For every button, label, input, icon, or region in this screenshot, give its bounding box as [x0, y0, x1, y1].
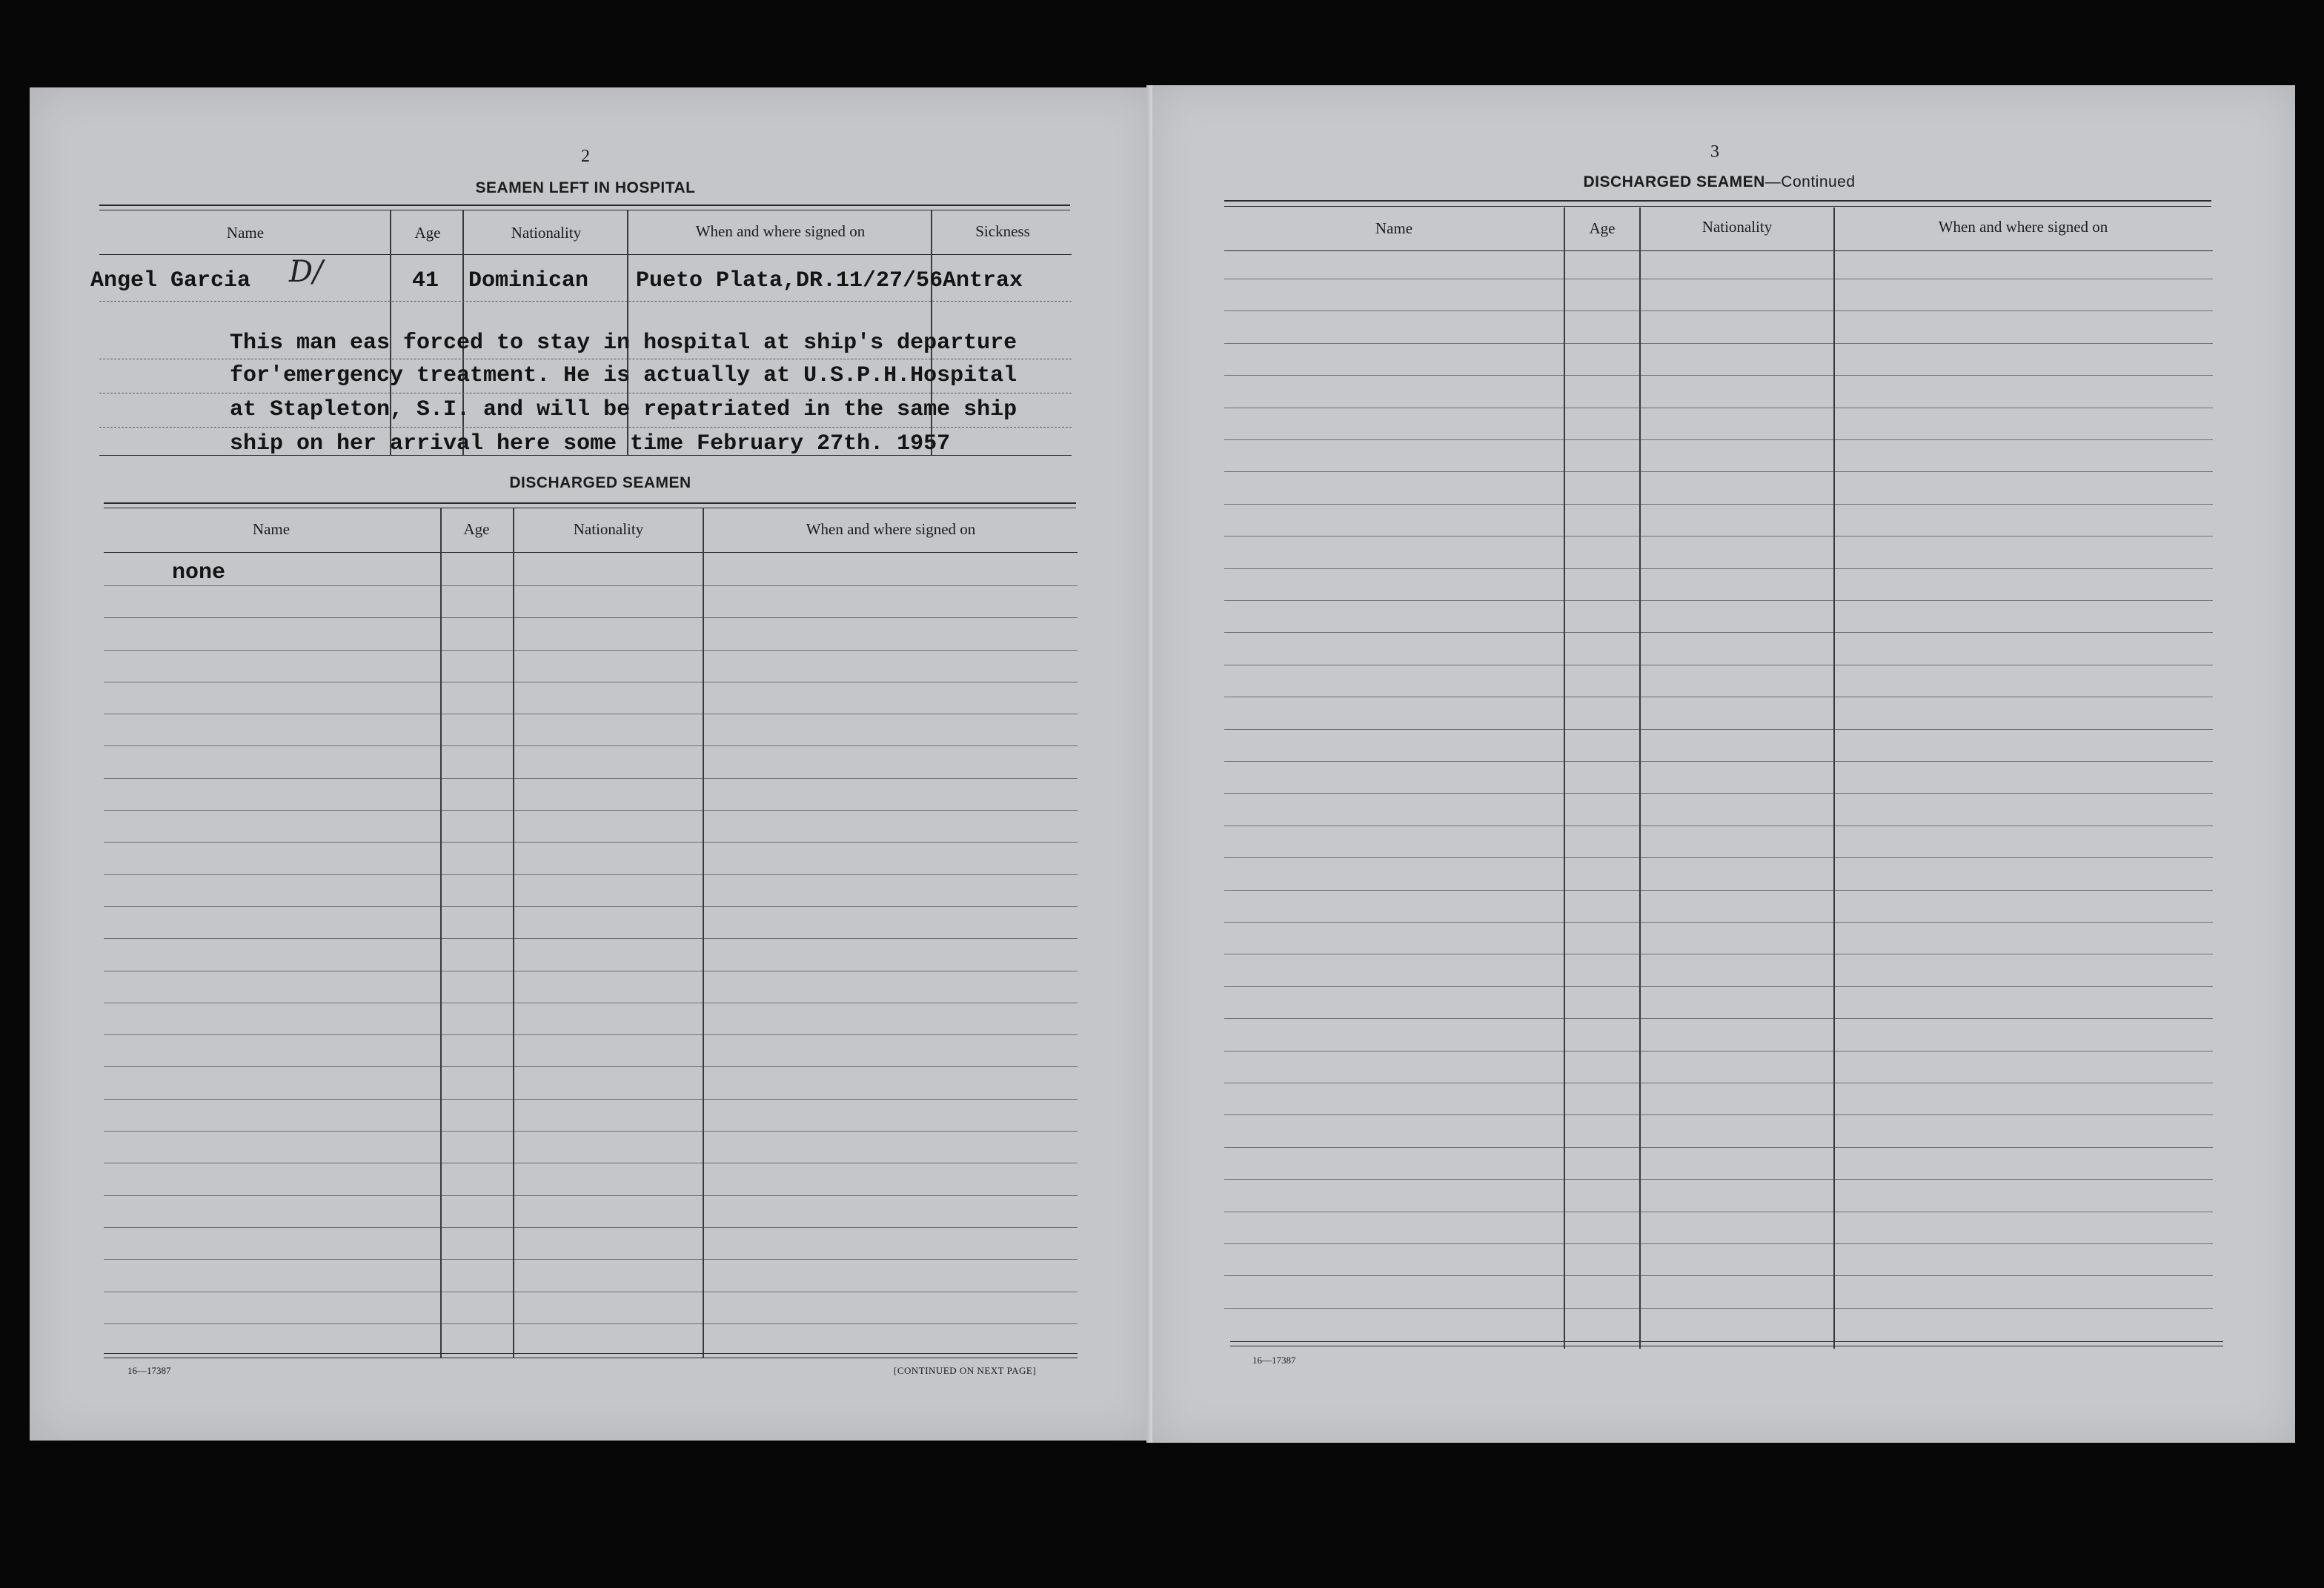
hospital-remark-line-1: This man eas forced to stay in hospital at ship's departure — [230, 330, 1017, 356]
right-top-rule — [1224, 200, 2211, 202]
ruled-line — [1224, 1179, 2213, 1180]
left-form-number: 16—17387 — [127, 1365, 171, 1376]
hospital-col-signed-on: When and where signed on — [695, 222, 866, 240]
right-bottom-rule — [1230, 1341, 2223, 1342]
ruled-line — [1224, 1114, 2213, 1115]
right-col-age: Age — [1589, 219, 1616, 237]
hospital-entry-age: 41 — [412, 268, 439, 293]
ruled-line — [1224, 504, 2213, 505]
right-divider-1 — [1564, 207, 1565, 1349]
hospital-entry-name: Angel Garcia — [90, 268, 251, 293]
discharged-divider-2 — [513, 508, 514, 1358]
hospital-col-name: Name — [226, 224, 265, 242]
ruled-line — [1224, 1243, 2213, 1244]
hospital-row-rule — [99, 301, 1072, 302]
hospital-remark-line-3: at Stapleton, S.I. and will be repatriated in the same ship — [230, 397, 1017, 422]
right-top-rule-2 — [1224, 206, 2211, 207]
ruled-line — [1224, 1308, 2213, 1309]
ruled-line — [104, 745, 1078, 746]
right-form-number: 16—17387 — [1252, 1355, 1296, 1366]
discharged-col-signed-on: When and where signed on — [806, 520, 976, 538]
hospital-bottom-rule — [99, 455, 1072, 456]
ruled-line — [104, 1227, 1078, 1228]
left-bottom-rule — [104, 1353, 1078, 1354]
discharged-section-title: DISCHARGED SEAMEN — [509, 474, 691, 491]
ruled-line — [1224, 890, 2213, 891]
ruled-line — [104, 585, 1078, 586]
right-section-title — [1512, 173, 1927, 191]
hospital-entry-sickness: Antrax — [943, 268, 1023, 293]
hospital-col-nationality: Nationality — [511, 224, 582, 242]
right-col-nationality: Nationality — [1702, 218, 1773, 236]
ruled-line — [104, 1131, 1078, 1132]
ruled-line — [104, 617, 1078, 618]
right-col-signed-on: When and where signed on — [1938, 218, 2108, 236]
right-header-rule — [1224, 250, 2213, 251]
hospital-top-rule — [99, 205, 1070, 206]
hospital-entry-signed-on: Pueto Plata,DR.11/27/56 — [636, 268, 943, 293]
discharged-header-rule — [104, 552, 1078, 553]
ruled-line — [1224, 729, 2213, 730]
right-page — [1152, 85, 2295, 1443]
right-divider-2 — [1639, 207, 1641, 1349]
ruled-line — [104, 874, 1078, 875]
ruled-line — [1224, 1051, 2213, 1052]
remark-rule-3 — [99, 427, 1072, 428]
ruled-line — [1224, 471, 2213, 472]
handwritten-mark: D/ — [289, 255, 323, 289]
discharged-top-rule — [104, 502, 1076, 504]
right-divider-3 — [1833, 207, 1835, 1349]
ruled-line — [1224, 310, 2213, 311]
ruled-line — [104, 1034, 1078, 1035]
right-title-suffix: —Continued — [1764, 173, 1856, 190]
ruled-line — [104, 778, 1078, 779]
ruled-line — [104, 938, 1078, 939]
ruled-line — [1224, 793, 2213, 794]
ruled-line — [1224, 632, 2213, 633]
page-number-left: 2 — [581, 147, 590, 166]
ruled-line — [104, 1259, 1078, 1260]
continued-note: [CONTINUED ON NEXT PAGE] — [894, 1365, 1037, 1376]
ruled-line — [1224, 922, 2213, 923]
discharged-divider-1 — [440, 508, 442, 1358]
bleed-through-text — [111, 563, 123, 585]
discharged-col-age: Age — [463, 520, 490, 538]
discharged-col-nationality: Nationality — [573, 520, 644, 538]
ruled-line — [104, 906, 1078, 907]
hospital-col-age: Age — [414, 224, 441, 242]
ruled-line — [104, 810, 1078, 811]
hospital-remark-line-2: for'emergency treatment. He is actually at U.S.P.H.Hospital — [230, 363, 1017, 388]
ruled-line — [1224, 568, 2213, 569]
ruled-line — [1224, 1018, 2213, 1019]
ruled-line — [1224, 375, 2213, 376]
hospital-header-rule — [99, 254, 1072, 255]
ruled-line — [104, 1099, 1078, 1100]
ruled-line — [104, 842, 1078, 843]
discharged-divider-3 — [703, 508, 704, 1358]
page-number-right: 3 — [1710, 142, 1719, 162]
ruled-line — [1224, 857, 2213, 858]
discharged-col-name: Name — [252, 520, 290, 538]
ruled-line — [104, 1323, 1078, 1324]
ruled-line — [1224, 825, 2213, 826]
ruled-line — [1224, 986, 2213, 987]
hospital-col-sickness: Sickness — [975, 222, 1030, 240]
ruled-line — [104, 1066, 1078, 1067]
right-title-main: DISCHARGED SEAMEN — [1583, 173, 1765, 190]
ruled-line — [1224, 761, 2213, 762]
hospital-section-title: SEAMEN LEFT IN HOSPITAL — [475, 179, 696, 196]
discharged-entry-name: none — [172, 560, 226, 585]
ruled-line — [104, 1195, 1078, 1196]
ruled-line — [1224, 1147, 2213, 1148]
right-col-name: Name — [1375, 219, 1413, 237]
hospital-entry-nationality: Dominican — [468, 268, 589, 293]
ruled-line — [1224, 1275, 2213, 1276]
ruled-line — [1224, 343, 2213, 344]
ruled-line — [1224, 600, 2213, 601]
hospital-remark-line-4: ship on her arrival here some time February 27th. 1957 — [230, 431, 951, 456]
ruled-line — [104, 650, 1078, 651]
ruled-line — [1224, 439, 2213, 440]
